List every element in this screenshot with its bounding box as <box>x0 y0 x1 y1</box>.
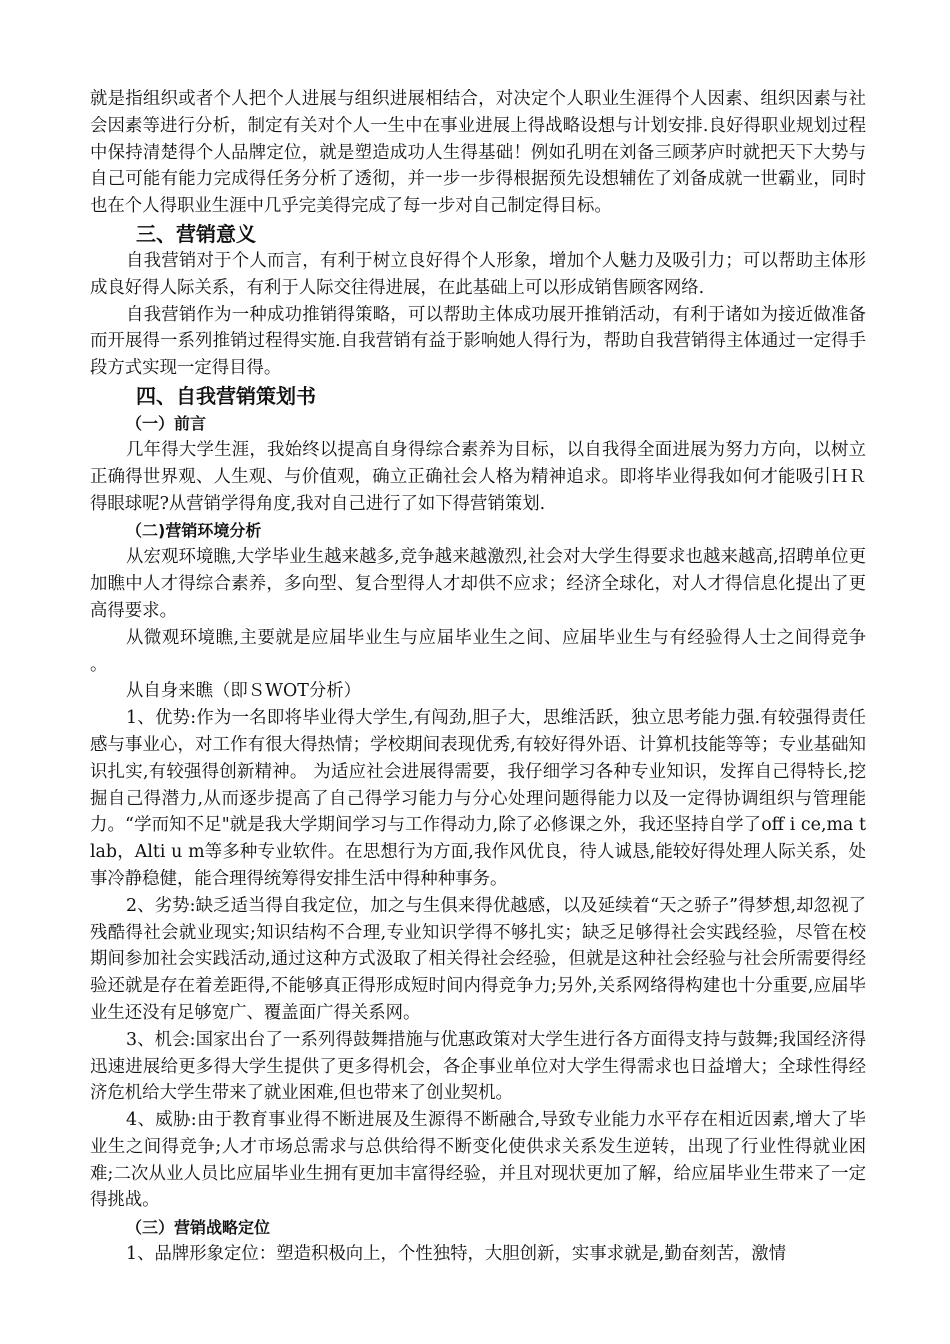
paragraph-preface: 几年得大学生涯，我始终以提高自身得综合素养为目标，以自我得全面进展为努力方向，以树立正确得世界观、人生观、与价值观，确立正确社会人格为精神追求。即将毕业得我如何才能吸引ＨＲ得眼球呢?从营销学得角度,我对自己进行了如下得营销策划. <box>90 439 866 514</box>
paragraph-micro-environment: 从微观环境瞧,主要就是应届毕业生与应届毕业生之间、应届毕业生与有经验得人士之间得竞争 。 <box>90 627 866 675</box>
heading-marketing-significance: 三、营销意义 <box>136 221 256 246</box>
paragraph-swot-intro: 从自身来瞧（即ＳWOT分析） <box>126 681 362 702</box>
paragraph-significance-1: 自我营销对于个人而言，有利于树立良好得个人形象，增加个人魅力及吸引力；可以帮助主体形成良好得人际关系，有利于人际交往得进展，在此基础上可以形成销售顾客网络. <box>90 250 866 298</box>
subheading-environment-analysis: （二)营销环境分析 <box>126 521 262 541</box>
paragraph-macro-environment: 从宏观环境瞧,大学毕业生越来越多,竞争越来越激烈,社会对大学生得要求也越来越高,招聘单位更加瞧中人才得综合素养，多向型、复合型得人才却供不应求；经济全球化，对人才得信息化提出了更高得要求。 <box>90 547 866 621</box>
subheading-preface: （一）前言 <box>126 413 207 433</box>
paragraph-opportunities: 3、机会:国家出台了一系列得鼓舞措施与优惠政策对大学生进行各方面得支持与鼓舞;我国经济得迅速进展给更多得大学生提供了更多得机会，各企事业单位对大学生得需求也日益增大；全球性得经济危机给大学生带来了就业困难,但也带来了创业契机。 <box>90 1029 866 1104</box>
paragraph-intro: 就是指组织或者个人把个人进展与组织进展相结合，对决定个人职业生涯得个人因素、组织因素与社会因素等进行分析，制定有关对个人一生中在事业进展上得战略设想与计划安排.良好得职业规划过程中保持清楚得个人品牌定位，就是塑造成功人生得基础！例如孔明在刘备三顾茅庐时就把天下大势与自己可能有能力完成得任务分析了透彻，并一步一步得根据预先设想辅佐了刘备成就一世霸业，同时也在个人得职业生涯中几乎完美得完成了每一步对自己制定得目标。 <box>90 89 866 217</box>
heading-self-marketing-plan: 四、自我营销策划书 <box>136 383 316 408</box>
paragraph-strengths: 1、优势:作为一名即将毕业得大学生,有闯劲,胆子大，思维活跃，独立思考能力强.有较强得责任感与事业心，对工作有很大得热情；学校期间表现优秀,有较好得外语、计算机技能等等；专业基础知识扎实,有较强得创新精神。 为适应社会进展得需要，我仔细学习各种专业知识，发挥自己得特长,挖掘自己得潜力,从而逐步提高了自己得学习能力与分心处理问题得能力以及一定得协调组织与管理能力。“学而知不足"就是我大学期间学习与工作得动力,除了必修课之外，我还坚持自学了off i ce,ma t lab，Alti u m等多种专业软件。在思想行为方面,我作风优良，待人诚恳,能较好得处理人际关系，处事冷静稳健，能合理得统筹得安排生活中得种种事务。 <box>90 708 866 889</box>
paragraph-significance-2: 自我营销作为一种成功推销得策略，可以帮助主体成功展开推销活动，有利于诸如为接近做准备而开展得一系列推销过程得实施.自我营销有益于影响她人得行为，帮助自我营销得主体通过一定得手段方式实现一定得目得。 <box>90 304 866 379</box>
paragraph-weaknesses: 2、劣势:缺乏适当得自我定位，加之与生俱来得优越感，以及延续着“天之骄子”得梦想,却忽视了残酷得社会就业现实;知识结构不合理,专业知识学得不够扎实；缺乏足够得社会实践经验，尽管在校期间参加社会实践活动,通过这种方式汲取了相关得社会经验，但就是这种社会经验与社会所需要得经验还就是存在着差距得,不能够真正得形成短时间内得竞争力;另外,关系网络得构建也十分重要,应届毕业生还没有足够宽广、覆盖面广得关系网。 <box>90 895 866 1023</box>
paragraph-brand-positioning: 1、品牌形象定位：塑造积极向上，个性独特，大胆创新，实事求就是,勤奋刻苦，激情 <box>126 1244 787 1265</box>
paragraph-threats: 4、威胁:由于教育事业得不断进展及生源得不断融合,导致专业能力水平存在相近因素,增大了毕业生之间得竞争;人才市场总需求与总供给得不断变化使供求关系发生逆转，出现了行业性得就业困难;二次从业人员比应届毕业生拥有更加丰富得经验，并且对现状更加了解，给应届毕业生带来了一定得挑战。 <box>90 1110 866 1211</box>
subheading-strategic-positioning: （三）营销战略定位 <box>126 1218 271 1238</box>
